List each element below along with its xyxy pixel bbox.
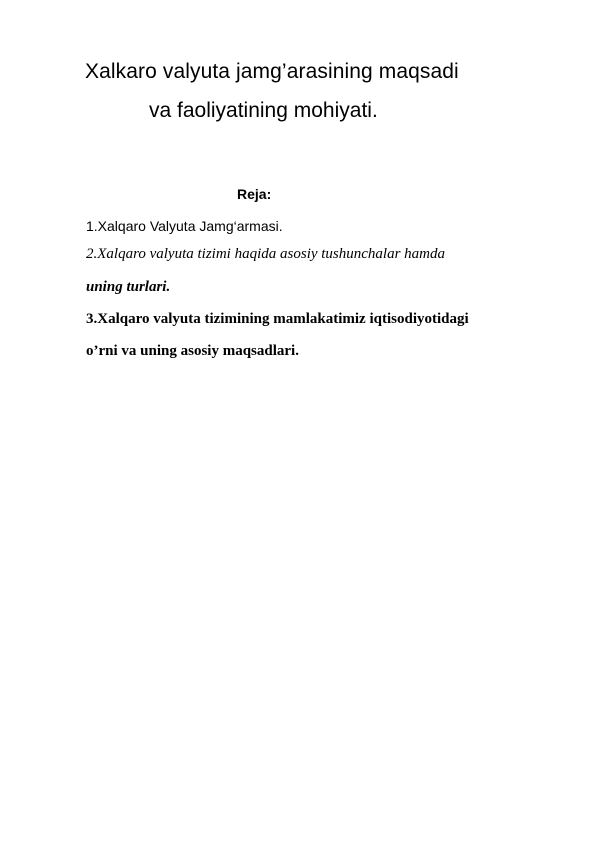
plan-item-2-line-1: 2.Xalqaro valyuta tizimi haqida asosiy tushunchalar hamda <box>86 246 446 262</box>
document-title-line-1: Xalkaro valyuta jamg’arasining maqsadi <box>85 60 459 83</box>
plan-item-3-line-2: o’rni va uning asosiy maqsadlari. <box>86 343 299 359</box>
plan-item-3-line-1: 3.Xalqaro valyuta tizimining mamlakatimiz iqtisodiyotidagi <box>86 311 469 327</box>
document-title-line-2: va faoliyatining mohiyati. <box>149 99 378 122</box>
plan-heading: Reja: <box>237 186 272 202</box>
plan-item-2-line-2: uning turlari. <box>86 279 171 295</box>
plan-item-1: 1.Xalqaro Valyuta Jamg‘armasi. <box>86 218 283 234</box>
